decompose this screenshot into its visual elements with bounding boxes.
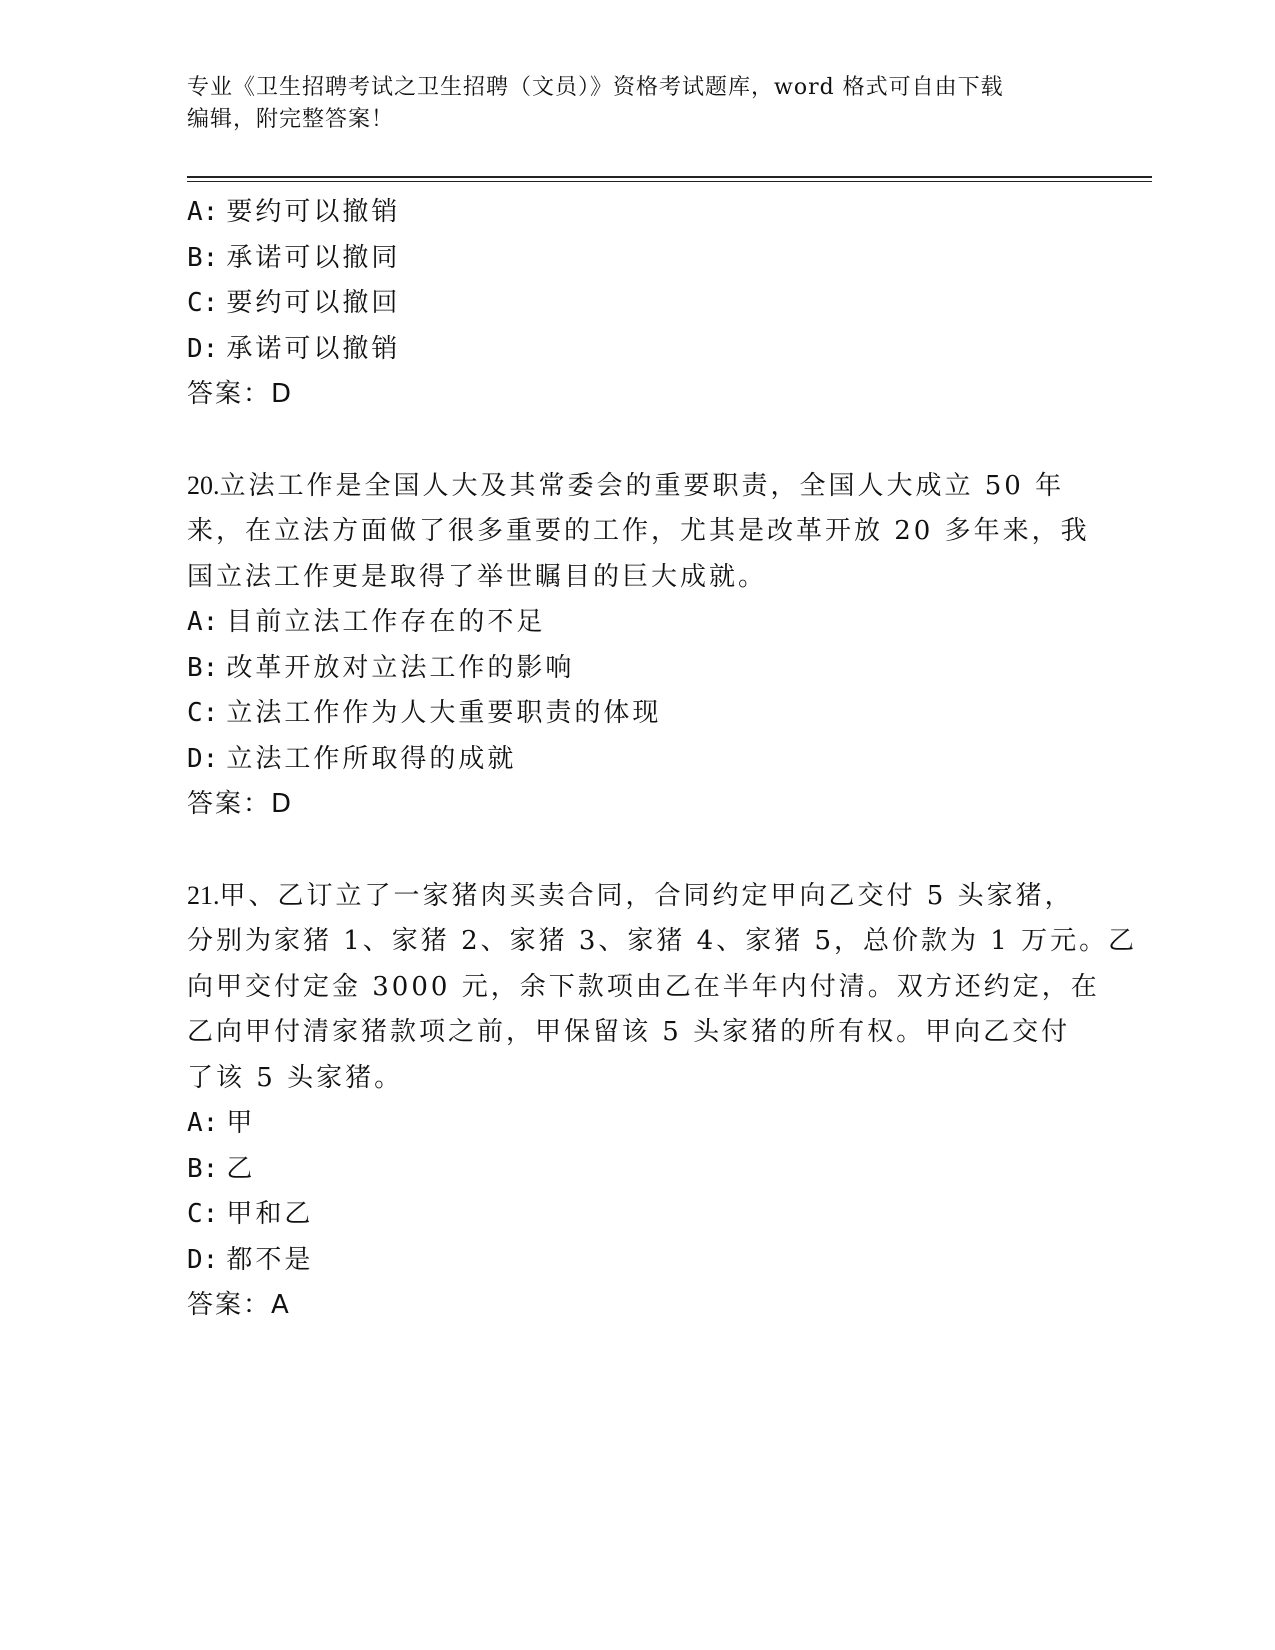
option-a: A: 目前立法工作存在的不足 — [187, 607, 546, 637]
question-number: 21. — [187, 880, 220, 910]
spacer — [187, 828, 1087, 873]
header-line-1: 专业《卫生招聘考试之卫生招聘（文员）》资格考试题库，word 格式可自由下载 — [187, 75, 1004, 100]
answer-line: 答案：A — [187, 1290, 291, 1320]
option-b: B: 乙 — [187, 1153, 256, 1184]
question-stem-line: 来，在立法方面做了很多重要的工作，尤其是改革开放 20 多年来，我 — [187, 516, 1090, 546]
question-number: 20. — [187, 470, 220, 500]
option-b: B: 承诺可以撤同 — [187, 242, 401, 273]
header-divider-thick — [187, 176, 1152, 178]
header-line-2: 编辑，附完整答案！ — [187, 107, 395, 132]
question-20 — [187, 463, 1090, 828]
option-a: A: 甲 — [187, 1108, 256, 1138]
question-stem-line: 向甲交付定金 3000 元，余下款项由乙在半年内付清。双方还约定，在 — [187, 971, 1100, 1002]
option-a: A: 要约可以撤销 — [187, 197, 401, 227]
document-header — [187, 72, 1067, 136]
spacer — [187, 418, 1087, 463]
option-d: D: 立法工作所取得的成就 — [187, 743, 517, 774]
question-stem-line: 乙向甲付清家猪款项之前，甲保留该 5 头家猪的所有权。甲向乙交付 — [187, 1017, 1071, 1047]
answer-line: 答案：D — [187, 789, 294, 819]
question-stem-line: 了该 5 头家猪。 — [187, 1062, 404, 1093]
option-c: C: 立法工作作为人大重要职责的体现 — [187, 698, 662, 728]
option-d: D: 承诺可以撤销 — [187, 333, 401, 364]
question-stem-line: 21.甲、乙订立了一家猪肉买卖合同，合同约定甲向乙交付 5 头家猪， — [187, 880, 1074, 911]
question-stem-line: 20.立法工作是全国人大及其常委会的重要职责，全国人大成立 50 年 — [187, 470, 1065, 501]
question-stem-line: 分别为家猪 1、家猪 2、家猪 3、家猪 4、家猪 5，总价款为 1 万元。乙 — [187, 926, 1138, 956]
question-19 — [187, 190, 1087, 418]
question-21 — [187, 873, 1138, 1329]
question-list — [187, 190, 1138, 1329]
answer-line: 答案：D — [187, 379, 294, 409]
option-c: C: 要约可以撤回 — [187, 288, 401, 318]
option-b: B: 改革开放对立法工作的影响 — [187, 652, 575, 683]
option-d: D: 都不是 — [187, 1244, 314, 1275]
header-divider-thin — [187, 181, 1152, 182]
option-c: C: 甲和乙 — [187, 1199, 314, 1229]
question-stem-line: 国立法工作更是取得了举世瞩目的巨大成就。 — [187, 561, 768, 592]
